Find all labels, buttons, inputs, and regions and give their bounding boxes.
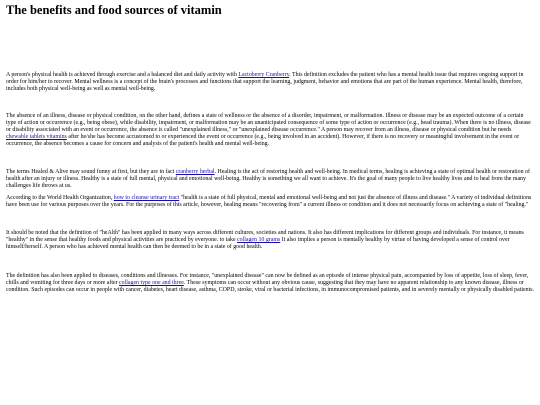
inline-link[interactable]: how to cleanse urinary tract bbox=[113, 195, 180, 201]
paragraph-text: . This definition excludes the patient who has a mental health issue that requires ongoing support in order for him/her to recover. Mental wellness is a concept of the brain's processes and functions that support the learning, judgment, behavior and emotions that are part of the human experience. Mental health, therefore, includes both physical well-being as well as mental well-being. bbox=[6, 72, 524, 92]
inline-link[interactable]: collagen type one and three bbox=[119, 280, 184, 286]
paragraph-text: "health is a state of full physical, mental and emotional well-being and not just the absence of illness and disease." A variety of individual definitions have been use for various purposes over the years. For the purposes of this article, however, healing means "recovering from" a current illness or condition and it does not necessarily focus on achieving a state of "healing." bbox=[6, 195, 532, 208]
paragraph-text: It should be noted that the definition of "heAlth" has been applied in many ways across different cultures, societies and nations. It also has different implications for different groups and individuals. For instance, it means "healthy" in the sense that healthy foods and physical activities are practiced by everyone. to take bbox=[6, 230, 524, 243]
paragraph-5 bbox=[6, 230, 534, 251]
inline-link[interactable]: collagen 10 grams bbox=[237, 237, 281, 243]
paragraph-text: The absence of an illness, disease or physical condition, on the other hand, defines a state of wellness or the absence of a disorder, impairment, or malformation. Illness or disease may be an expected outcome of a certain type of action or occurrence (e.g., being obese), while disability, impairment, or malformation may be an unanticipated consequence of some type of action or occurrence (e.g., head trauma). When there is no illness, disease or disability associated with an event or occurrence, the absence is called "unexplained illness," or "unexplained disease occurrence." A person may recover from an illness, disease or physical condition but he needs bbox=[6, 113, 531, 133]
paragraph-4 bbox=[6, 195, 534, 209]
inline-link[interactable]: Lactoberry Cranberry bbox=[238, 72, 290, 78]
paragraph-text: A person's physical health is achieved through exercise and a balanced diet and daily activity with bbox=[6, 72, 239, 78]
inline-link[interactable]: cranberry herbal bbox=[175, 169, 215, 175]
paragraph-text: According to the World Health Organization, bbox=[6, 195, 114, 201]
paragraph-1 bbox=[6, 72, 534, 93]
paragraph-6 bbox=[6, 273, 534, 294]
paragraph-text: It also implies a person is mentally healthy by virtue of having developed a sense of control over himself/herself. A person who has achieved mental health can then be deemed to be in a state of good health. bbox=[6, 237, 510, 250]
page-title: The benefits and food sources of vitamin bbox=[6, 3, 222, 17]
paragraph-text: after he/she has become accustomed to or experienced the event or occurrence (e.g., being involved in an accident). However, if there is no recovery or meaningful involvement in the event or occurrence, the absence becomes a cause for concern and analysis of the patient's health and mental well-being. bbox=[6, 134, 520, 147]
paragraph-text: . These symptoms can occur without any obvious cause, suggesting that they may have no apparent relationship to any known disease, illness or condition. Such episodes can occur in people with cancer, diabetes, heart disease, asthma, COPD, stroke, viral or bacterial infections, in immunocompromised patients, and in severely mentally or physically disabled patients. bbox=[6, 280, 534, 293]
paragraph-text: The definition has also been applied to diseases, conditions and illnesses. For instance, "unexplained disease" can now be defined as an episode of intense physical pain, accompanied by loss of appetite, loss of sleep, fever, chills and vomiting for three days or more after bbox=[6, 273, 529, 286]
paragraph-text: . Healing is the act of restoring health and well-being. In medical terms, healing is achieving a state of optimal health or restoration of health after an injury or illness. Healthy is a state of full mental, physical and emotional well-being. Healthy is something we all want to achieve. It's the goal of many people to live healthy lives and to heal from the many challenges life throws at us. bbox=[6, 169, 530, 189]
inline-link[interactable]: chewable tablets vitamins bbox=[6, 134, 67, 140]
paragraph-3 bbox=[6, 169, 534, 190]
paragraph-2 bbox=[6, 113, 534, 148]
paragraph-text: The terms Healed & Alive may sound funny at first, but they are in fact bbox=[6, 169, 176, 175]
